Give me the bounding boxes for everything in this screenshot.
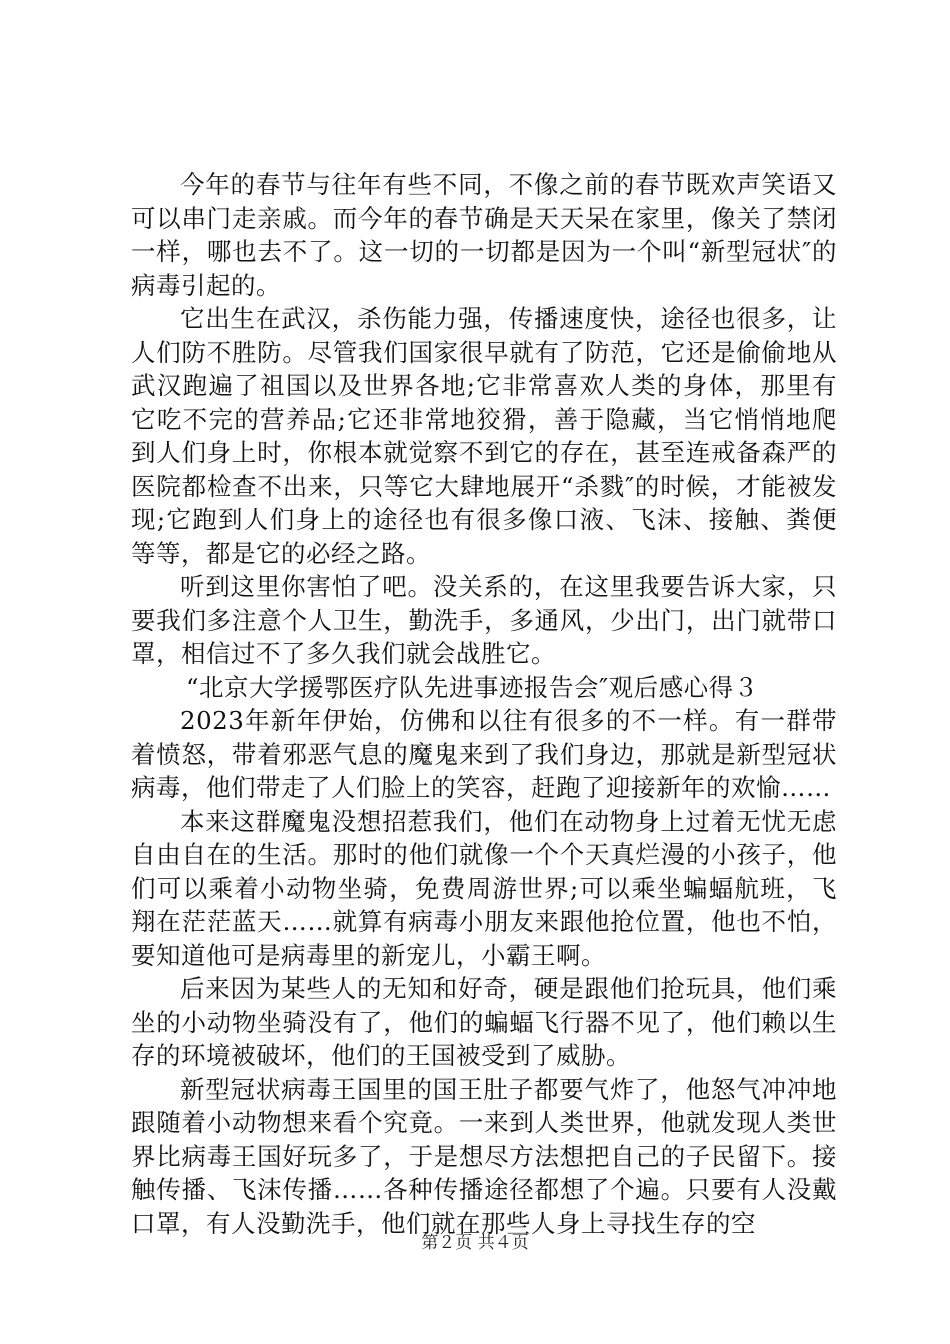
section-title: “北京大学援鄂医疗队先进事迹报告会″观后感心得３ [186,672,759,702]
paragraph-1: 今年的春节与往年有些不同，不像之前的春节既欢声笑语又可以串门走亲戚。而今年的春节确是天天呆在家里，像关了禁闭一样，哪也去不了。这一切的一切都是因为一个叫“新型冠状″的病毒引起的。 [131,170,837,300]
document-body [131,168,837,1240]
paragraph-3: 听到这里你害怕了吧。没关系的，在这里我要告诉大家，只要我们多注意个人卫生，勤洗手，多通风，少出门，出门就带口罩，相信过不了多久我们就会战胜它。 [131,572,837,668]
page-footer: 第２页 共４页 [421,1233,529,1253]
paragraph-5: 本来这群魔鬼没想招惹我们，他们在动物身上过着无忧无虑自由自在的生活。那时的他们就像一个个天真烂漫的小孩子，他们可以乘着小动物坐骑，免费周游世界;可以乘坐蝙蝠航班，飞翔在茫茫蓝天……就算有病毒小朋友来跟他抢位置，他也不怕，要知道他可是病毒里的新宠儿，小霸王啊。 [131,806,837,970]
paragraph-4: 2023年新年伊始，仿佛和以往有很多的不一样。有一群带着愤怒，带着邪恶气息的魔鬼来到了我们身边，那就是新型冠状病毒，他们带走了人们脸上的笑容，赶跑了迎接新年的欢愉…… [131,706,837,802]
paragraph-6: 后来因为某些人的无知和好奇，硬是跟他们抢玩具，他们乘坐的小动物坐骑没有了，他们的蝙蝠飞行器不见了，他们赖以生存的环境被破坏，他们的王国被受到了威胁。 [131,974,837,1070]
paragraph-7: 新型冠状病毒王国里的国王肚子都要气炸了，他怒气冲冲地跟随着小动物想来看个究竟。一来到人类世界，他就发现人类世界比病毒王国好玩多了，于是想尽方法想把自己的子民留下。接触传播、飞沫传播……各种传播途径都想了个遍。只要有人没戴口罩，有人没勤洗手，他们就在那些人身上寻找生存的空 [131,1074,837,1238]
paragraph-2: 它出生在武汉，杀伤能力强，传播速度快，途径也很多，让人们防不胜防。尽管我们国家很早就有了防范，它还是偷偷地从武汉跑遍了祖国以及世界各地;它非常喜欢人类的身体，那里有它吃不完的营养品;它还非常地狡猾，善于隐藏，当它悄悄地爬到人们身上时，你根本就觉察不到它的存在，甚至连戒备森严的医院都检查不出来，只等它大肆地展开“杀戮″的时候，才能被发现;它跑到人们身上的途径也有很多像口液、飞沫、接触、粪便等等，都是它的必经之路。 [131,304,837,568]
